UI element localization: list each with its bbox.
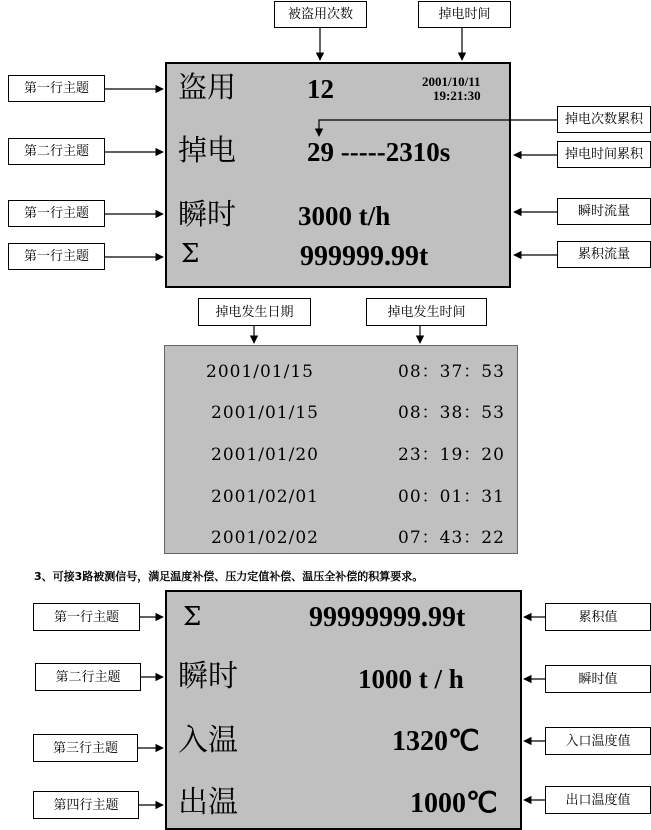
- row4-value: 999999.99t: [300, 241, 429, 272]
- record-time: 07：43：22: [398, 528, 505, 548]
- callout-label: 第一行主题: [8, 75, 105, 102]
- callout-label: 入口温度值: [545, 727, 651, 755]
- callout-label: 掉电时间: [418, 1, 511, 28]
- callout-label: 掉电次数累积: [557, 106, 651, 133]
- row2-value: 1000 t / h: [358, 664, 464, 694]
- callout-label: 第一行主题: [8, 243, 105, 270]
- callout-label: 累积流量: [557, 241, 651, 268]
- callout-label: 第一行主题: [8, 200, 105, 227]
- callout-label: 第二行主题: [35, 663, 141, 691]
- callout-label: 第二行主题: [8, 138, 105, 165]
- row1-value: 12: [307, 74, 334, 104]
- spec-note: 3、可接3路被测信号，满足温度补偿、压力定值补偿、温压全补偿的积算要求。: [34, 570, 424, 583]
- record-date: 2001/01/15: [206, 362, 314, 382]
- clock-date: 2001/10/11: [422, 74, 481, 89]
- row2-title: 瞬时: [178, 659, 238, 694]
- callout-label: 被盗用次数: [274, 1, 367, 28]
- row1-title: Σ: [183, 602, 202, 632]
- row1-value: 99999999.99t: [309, 602, 466, 633]
- record-time: 23：19：20: [398, 445, 505, 465]
- callout-label: 第四行主题: [33, 791, 139, 819]
- callout-label: 出口温度值: [545, 786, 651, 814]
- row3-value: 1320℃: [392, 726, 480, 757]
- row3-title: 入温: [178, 723, 238, 758]
- row4-value: 1000℃: [410, 788, 498, 819]
- record-time: 00：01：31: [398, 487, 505, 507]
- callout-label: 累积值: [545, 603, 651, 631]
- callout-label: 第三行主题: [33, 734, 138, 762]
- row4-title: 出温: [178, 785, 238, 820]
- callout-label: 瞬时值: [545, 665, 651, 693]
- clock-time: 19:21:30: [433, 88, 481, 103]
- callout-label: 掉电发生日期: [198, 298, 311, 326]
- record-time: 08：37：53: [398, 362, 505, 382]
- callout-label: 掉电发生时间: [366, 298, 487, 326]
- callout-label: 瞬时流量: [557, 198, 651, 225]
- record-time: 08：38：53: [398, 403, 505, 423]
- row3-title: 瞬时: [178, 197, 237, 231]
- callout-label: 掉电时间累积: [557, 141, 651, 168]
- row2-title: 掉电: [178, 133, 237, 167]
- record-date: 2001/02/02: [211, 528, 319, 548]
- row3-value: 3000 t/h: [298, 201, 391, 231]
- row4-title: Σ: [181, 239, 200, 269]
- row1-title: 盗用: [178, 70, 237, 104]
- record-date: 2001/01/15: [211, 403, 319, 423]
- record-date: 2001/01/20: [211, 445, 319, 465]
- row2-value: 29 -----2310s: [307, 137, 451, 167]
- record-date: 2001/02/01: [211, 487, 319, 507]
- callout-label: 第一行主题: [33, 603, 140, 631]
